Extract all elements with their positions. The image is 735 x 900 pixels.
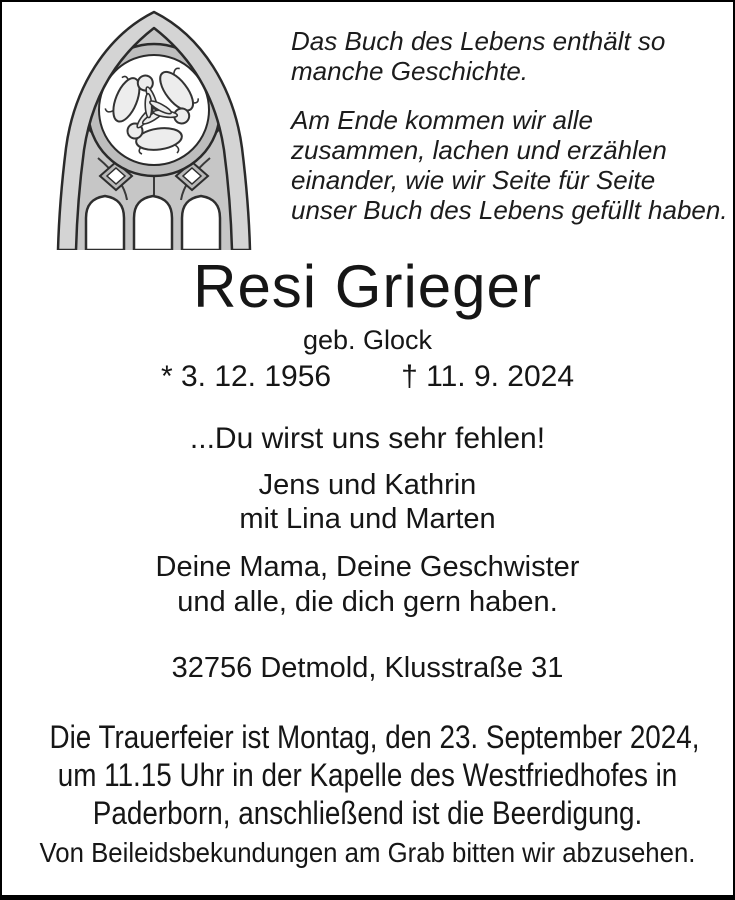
deceased-name: Resi Grieger	[193, 253, 542, 320]
farewell-line: ...Du wirst uns sehr fehlen!	[189, 422, 546, 455]
verse-line: manche Geschichte.	[291, 56, 529, 86]
life-dates	[2, 360, 733, 394]
three-hares-window-illustration	[28, 8, 280, 250]
funeral-info	[49, 718, 700, 832]
verse-line: zusammen, lachen und erzählen	[291, 135, 667, 165]
funeral-line: um 11.15 Uhr in der Kapelle des Westfriedhofes in	[57, 757, 678, 793]
mourners-line: mit Lina und Marten	[239, 503, 496, 535]
family-line: Deine Mama, Deine Geschwister	[155, 551, 580, 583]
verse-line: Das Buch des Lebens enthält so	[291, 26, 666, 56]
family-line: und alle, die dich gern haben.	[177, 586, 558, 618]
address-line: 32756 Detmold, Klusstraße 31	[171, 652, 564, 684]
verse-line: unser Buch des Lebens gefüllt haben.	[291, 195, 728, 225]
family-block	[2, 550, 733, 620]
mourners-line: Jens und Kathrin	[258, 469, 477, 501]
mourners-block	[2, 468, 733, 536]
three-hares-window-icon	[28, 8, 280, 250]
condolence-note: Von Beileidsbekundungen am Grab bitten wir abzusehen.	[39, 837, 696, 868]
birth-date: * 3. 12. 1956	[160, 360, 332, 393]
maiden-name: geb. Glock	[302, 325, 433, 355]
verse-paragraph-2	[291, 105, 728, 225]
funeral-line: Die Trauerfeier ist Montag, den 23. September 2024,	[49, 719, 700, 755]
death-date: † 11. 9. 2024	[401, 360, 575, 393]
funeral-line: Paderborn, anschließend ist die Beerdigung.	[92, 795, 643, 831]
verse-line: einander, wie wir Seite für Seite	[291, 165, 656, 195]
verse-paragraph-1	[291, 26, 721, 86]
verse-line: Am Ende kommen wir alle	[291, 105, 593, 135]
memorial-verse	[291, 26, 728, 244]
